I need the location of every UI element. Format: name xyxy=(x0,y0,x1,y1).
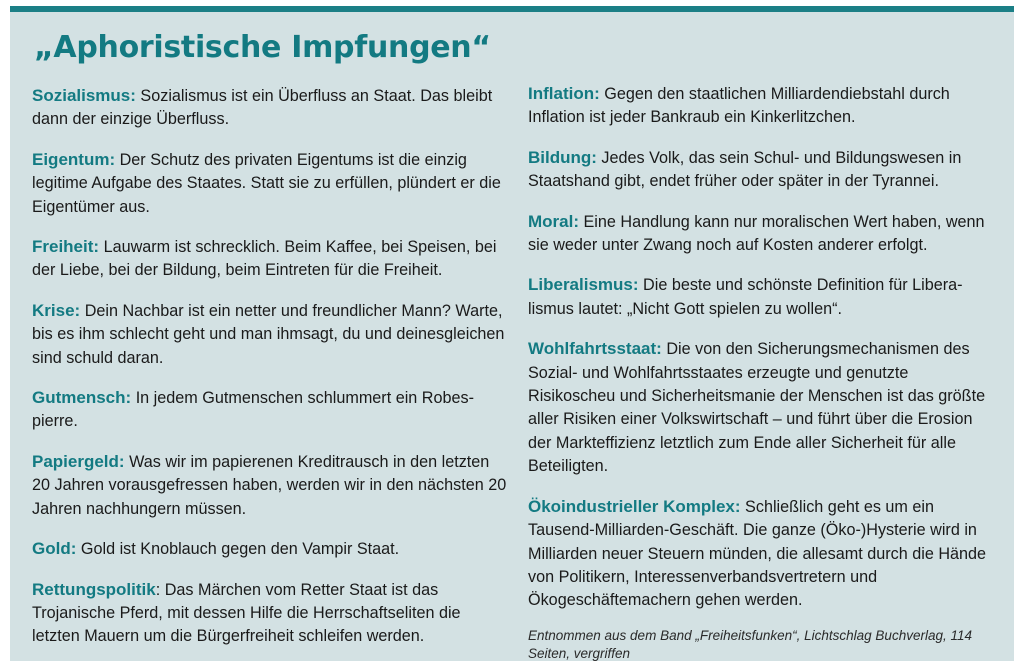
entry-text: Die beste und schönste Definition für Libera-lismus lautet: „Nicht Gott spielen zu wollen“. xyxy=(528,276,963,318)
entry-text: : Das Märchen vom Retter Staat ist das Trojanische Pferd, mit dessen Hilfe die Herrschaftseliten die letzten Mauern um die Bürgerfreiheit schleifen werden. xyxy=(32,580,461,646)
entry-term: Ökoindustrieller Komplex: xyxy=(528,496,741,516)
entry-text: Gold ist Knoblauch gegen den Vampir Staat. xyxy=(80,540,400,559)
entry-term: Rettungspolitik xyxy=(32,579,156,599)
entry-oekoindustrieller-komplex xyxy=(528,495,996,613)
entry-text: Gegen den staatlichen Milliardendiebstahl durch Inflation ist jeder Bankraub ein Kinkerlitzchen. xyxy=(528,85,950,127)
entry-text: Was wir im papierenen Kreditrausch in den letzten 20 Jahren vorausgefressen haben, werden wir in den nächsten 20 Jahren nachhungern müssen. xyxy=(32,452,507,518)
entry-term: Sozialismus: xyxy=(32,86,136,105)
entry-term: Papiergeld: xyxy=(32,451,125,471)
entry-term: Liberalismus: xyxy=(528,275,639,295)
entry-term: Inflation: xyxy=(528,84,600,103)
source-note: Entnommen aus dem Band „Freiheitsfunken“, Lichtschlag Buchverlag, 114 Seiten, vergriffen xyxy=(528,627,972,661)
aphorism-box xyxy=(10,6,1014,661)
entry-eigentum xyxy=(32,148,510,219)
entry-text: Eine Handlung kann nur moralischen Wert haben, wenn sie weder unter Zwang noch auf Kosten anderer erfolgt. xyxy=(528,212,985,255)
entry-inflation xyxy=(528,82,996,130)
entry-liberalismus xyxy=(528,273,996,321)
entry-term: Wohlfahrtsstaat: xyxy=(528,339,662,359)
entry-text: Jedes Volk, das sein Schul- und Bildungswesen in Staatshand gibt, endet früher oder später in der Tyrannei. xyxy=(528,148,962,191)
entry-term: Freiheit: xyxy=(32,237,100,257)
entry-sozialismus xyxy=(32,84,510,132)
entry-rettungspolitik xyxy=(32,578,510,649)
entry-text: Dein Nachbar ist ein netter und freundlicher Mann? Warte, bis es ihm schlecht geht und man ihmsagt, du und deinesgleichen sind schuld daran. xyxy=(32,301,505,367)
entry-gutmensch xyxy=(32,386,510,434)
entry-term: Bildung: xyxy=(528,147,597,167)
entry-term: Gutmensch: xyxy=(32,388,132,408)
entry-text: Lauwarm ist schrecklich. Beim Kaffee, bei Speisen, bei der Liebe, bei der Bildung, beim Eintreten für die Freiheit. xyxy=(32,238,497,280)
entry-wohlfahrtsstaat xyxy=(528,337,996,478)
entry-text: Schließlich geht es um ein Tausend-Milliarden-Geschäft. Die ganze (Öko-)Hysterie wird in Milliarden neuer Steuern münden, die allesamt durch die Hände von Politikern, Interessenverbandsvertretern und Ökogeschäftemachern gehen werden. xyxy=(528,497,987,610)
entry-text: Die von den Sicherungsmechanismen des Sozial- und Wohlfahrtsstaates erzeugte und genutzte Risikoscheu und Sicherheitsmanie der Menschen ist das größte aller Risiken einer Volkswirtschaft – und führt über die Erosion der Markteffizienz letztlich zum Ende aller Sicherheit für alle Beteiligten. xyxy=(528,340,986,476)
entry-freiheit xyxy=(32,235,510,283)
entry-text: Der Schutz des privaten Eigentums ist die einzig legitime Aufgabe des Staates. Statt sie zu erfüllen, plündert er die Eigentümer aus. xyxy=(32,150,501,216)
entry-term: Krise: xyxy=(32,300,81,320)
entry-gold xyxy=(32,537,510,561)
entry-bildung xyxy=(528,146,996,194)
entry-text: Sozialismus ist ein Überfluss an Staat. Das bleibt dann der einzige Überfluss. xyxy=(32,87,493,129)
page-title: „Aphoristische Impfungen“ xyxy=(34,30,491,65)
left-column xyxy=(32,84,510,661)
entry-term: Eigentum: xyxy=(32,149,116,169)
entry-text: In jedem Gutmenschen schlummert ein Robes-pierre. xyxy=(32,389,474,431)
entry-krise xyxy=(32,299,510,370)
entry-term: Gold: xyxy=(32,539,77,559)
right-column xyxy=(528,82,996,661)
entry-term: Moral: xyxy=(528,211,579,231)
entry-papiergeld xyxy=(32,450,510,521)
entry-moral xyxy=(528,210,996,258)
